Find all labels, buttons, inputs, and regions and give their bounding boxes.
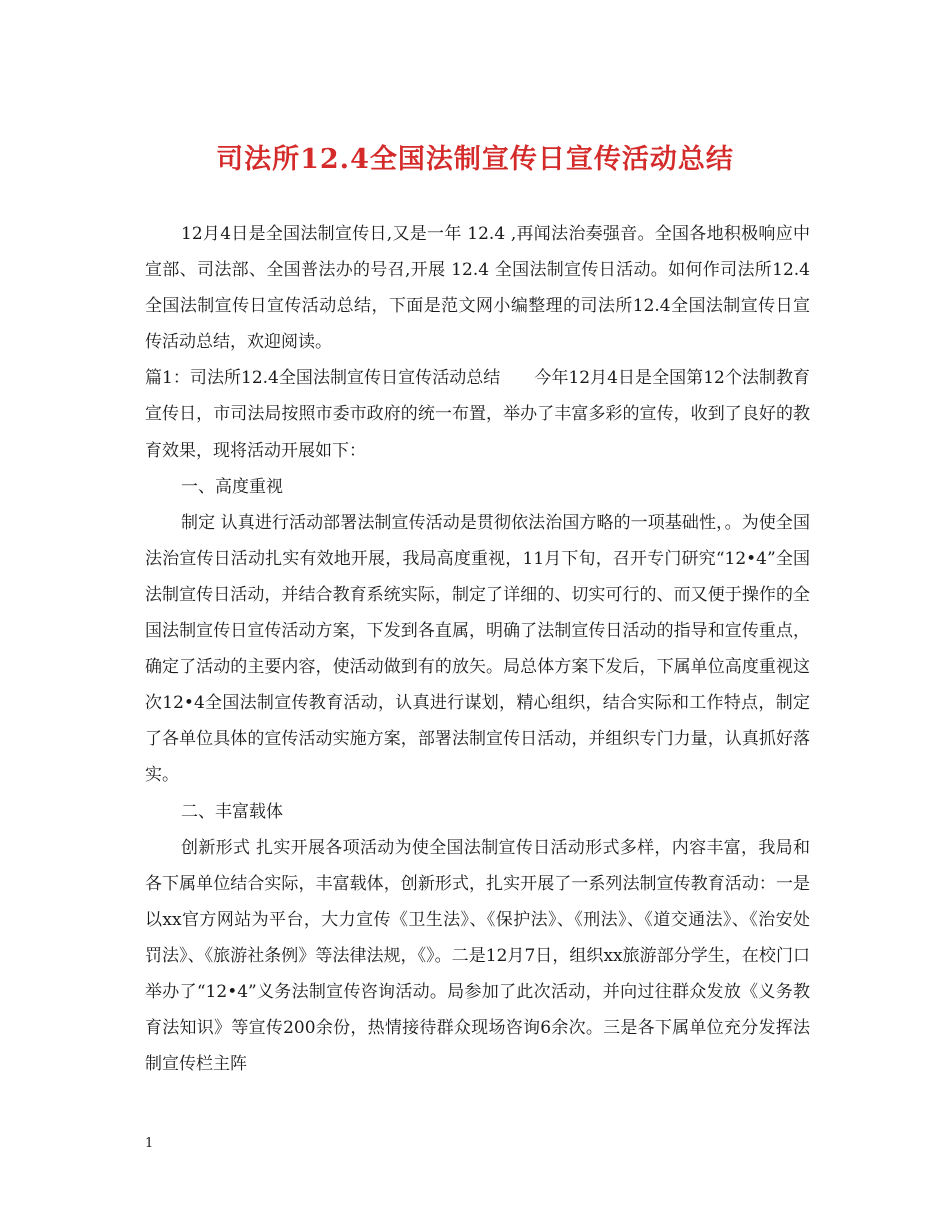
- document-body: [145, 216, 810, 1082]
- document-title: 司法所12.4全国法制宣传日宣传活动总结: [216, 144, 734, 175]
- page-number: 1: [145, 1136, 154, 1151]
- heading-1: 一、高度重视: [181, 476, 283, 497]
- content-paragraph-1: 制定 认真进行活动部署法制宣传活动是贯彻依法治国方略的一项基础性，。为使全国法治宣传日活动扎实有效地开展，我局高度重视，11月下旬，召开专门研究“12•4”全国法制宣传日活动，并结合教育系统实际，制定了详细的、切实可行的、而又便于操作的全国法制宣传日宣传活动方案，下发到各直属，明确了法制宣传日活动的指导和宣传重点，确定了活动的主要内容，使活动做到有的放矢。局总体方案下发后，下属单位高度重视这次12•4全国法制宣传教育活动，认真进行谋划，精心组织，结合实际和工作特点，制定了各单位具体的宣传活动实施方案，部署法制宣传日活动，并组织专门力量，认真抓好落实。: [145, 512, 810, 786]
- section-paragraph-1: 篇1：司法所12.4全国法制宣传日宣传活动总结 今年12月4日是全国第12个法制教育宣传日，市司法局按照市委市政府的统一布置，举办了丰富多彩的宣传，收到了良好的教育效果，现将活动开展如下：: [145, 368, 810, 461]
- intro-paragraph: 12月4日是全国法制宣传日,又是一年 12.4 ,再闻法治奏强音。全国各地积极响应中宣部、司法部、全国普法办的号召,开展 12.4 全国法制宣传日活动。如何作司法所12.4全国法制宣传日宣传活动总结，下面是范文网小编整理的司法所12.4全国法制宣传日宣传活动总结，欢迎阅读。: [145, 224, 810, 353]
- content-paragraph-2: 创新形式 扎实开展各项活动为使全国法制宣传日活动形式多样，内容丰富，我局和各下属单位结合实际，丰富载体，创新形式，扎实开展了一系列法制宣传教育活动：一是以xx官方网站为平台，大力宣传《卫生法》、《保护法》、《刑法》、《道交通法》、《治安处罚法》、《旅游社条例》等法律法规，《》。二是12月7日，组织xx旅游部分学生，在校门口举办了“12•4”义务法制宣传咨询活动。局参加了此次活动，并向过往群众发放《义务教育法知识》等宣传200余份，热情接待群众现场咨询6余次。三是各下属单位充分发挥法制宣传栏主阵: [145, 837, 810, 1075]
- heading-2: 二、丰富载体: [181, 801, 283, 822]
